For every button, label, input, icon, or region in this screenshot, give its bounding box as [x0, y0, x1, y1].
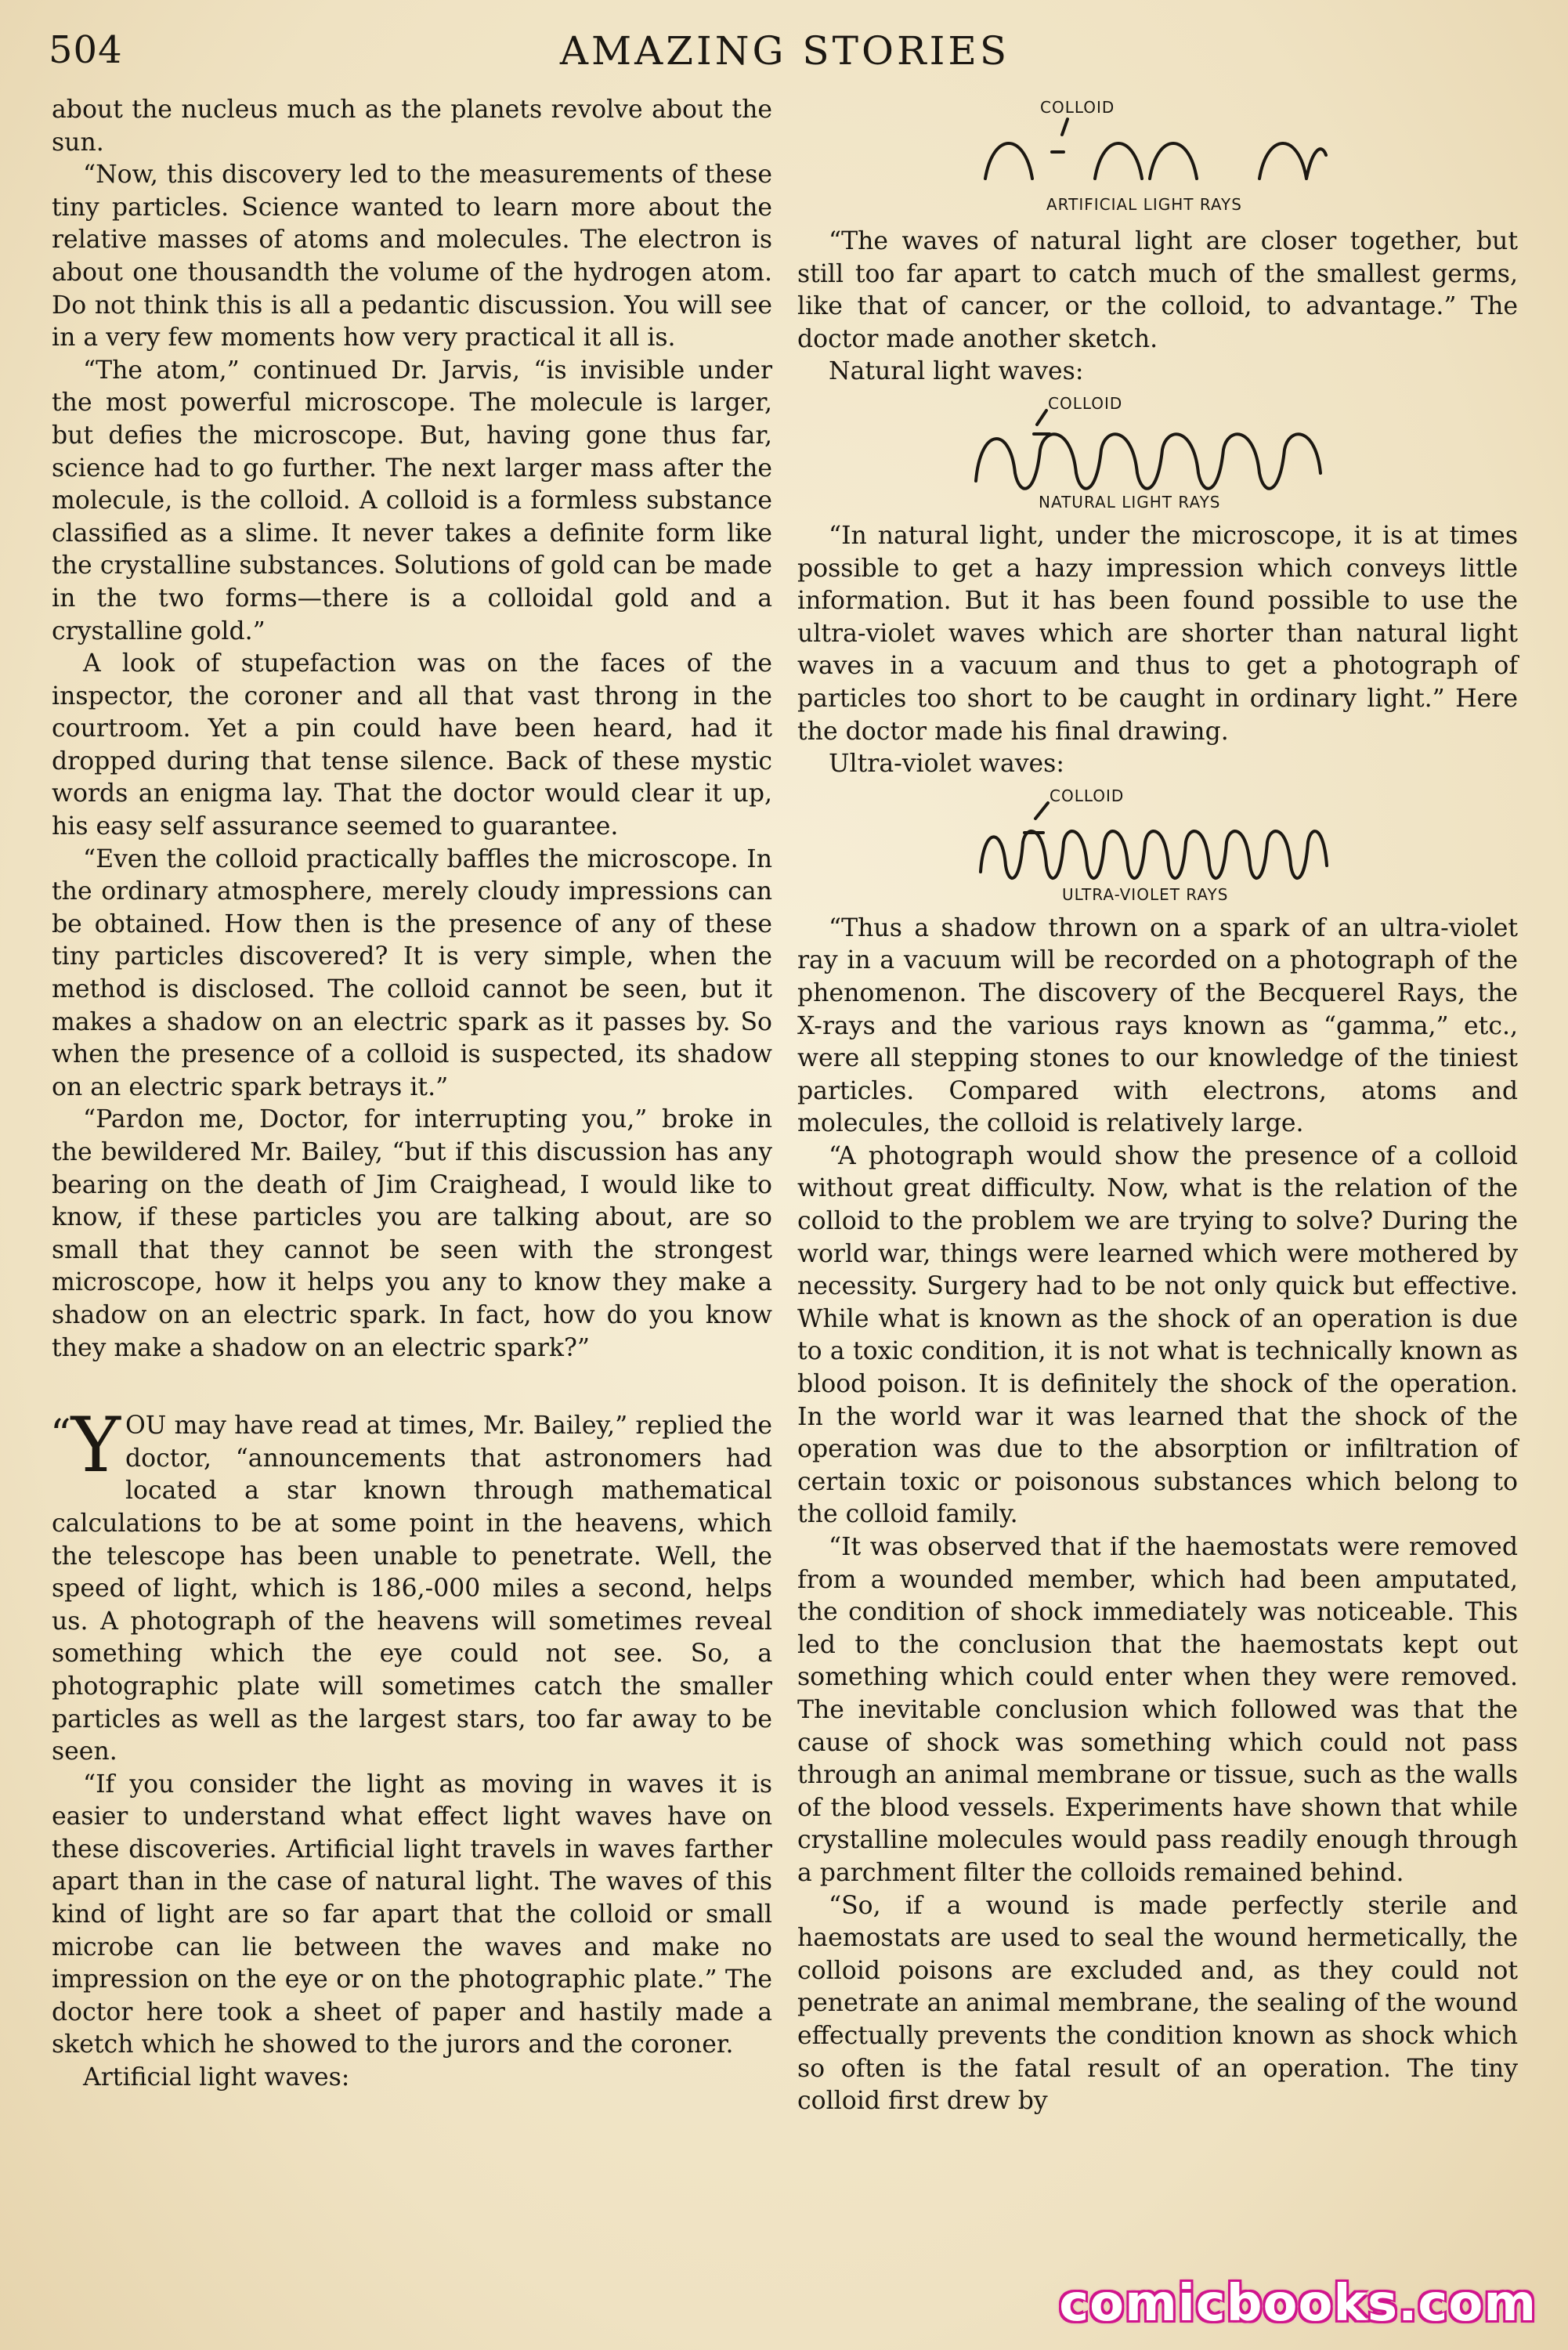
wave-line: [976, 434, 1321, 488]
paragraph: “Pardon me, Doctor, for interrupting you,” broke in the bewildered Mr. Bailey, “but if this discussion has any bearing on the death of Jim Craighead, I would like to know, if these particles you are talking about, are so small that they cannot be seen with the strongest microscope, how it helps you any to know they make a shadow on an electric spark. In fact, how do you know they make a shadow on an electric spark?”: [52, 1105, 772, 1362]
wave-line: [985, 143, 1326, 179]
site-watermark: comicbooks.com: [1059, 2275, 1537, 2333]
wave-caption: NATURAL LIGHT RAYS: [1039, 492, 1221, 512]
paragraph: “The waves of natural light are closer together, but still too far apart to catch much of the smallest germs, like that of cancer, or the colloid, to advantage.” The doctor made another sketch.: [797, 227, 1518, 353]
section-opening-paragraph: “Y OU may have read at times, Mr. Bailey,” replied the doctor, “announcements that astronomers had located a star known through mathematical calculations to be at some point in the heavens, which the telescope has been unable to penetrate. Well, the speed of light, which is 186,-000 miles a second, helps us. A photograph of the heavens will sometimes reveal something which the eye could not see. So, a photographic plate will sometimes catch the smaller particles as well as the largest stars, too far away to be seen.: [50, 1401, 772, 1766]
page-number: 504: [49, 28, 123, 72]
wave-caption: ARTIFICIAL LIGHT RAYS: [1046, 195, 1242, 214]
paragraph: “So, if a wound is made perfectly sterile and haemostats are used to seal the wound hermetically, the colloid poisons are excluded and, as they could not penetrate an animal membrane, the sealing of the wound effectually prevents the condition known as shock which so often is the fatal result of an operation. The tiny colloid first drew by: [797, 1891, 1518, 2116]
paragraph: “Thus a shadow thrown on a spark of an ultra-violet ray in a vacuum will be recorded on a photograph of the phenomenon. The discovery of the Becquerel Rays, the X-rays and the various rays known as “gamma,” etc., were all stepping stones to our knowledge of the tiniest particles. Compared with electrons, atoms and molecules, the colloid is relatively large.: [797, 913, 1518, 1138]
paragraph: “A photograph would show the presence of a colloid without great difficulty. Now, what is the relation of the colloid to the problem we are trying to solve? During the world war, things were learned which were mothered by necessity. Surgery had to be not only quick but effective. While what is known as the shock of an operation is due to a toxic condition, it is not what is technically known as blood poison. It is definitely the shock of the operation. In the world war it was learned that the shock of the operation was due to the absorption or infiltration of certain toxic or poisonous substances which belong to the colloid family.: [797, 1141, 1518, 1529]
paragraph: “In natural light, under the microscope, it is at times possible to get a hazy impression which conveys little information. But it has been found possible to use the ultra-violet waves which are shorter than natural light waves in a vacuum and thus to get a photograph of particles too short to be caught in ordinary light.” Here the doctor made his final drawing.: [797, 521, 1518, 746]
paragraph: “Now, this discovery led to the measurements of these tiny particles. Science wanted to learn more about the relative masses of atoms and molecules. The electron is about one thousandth the volume of the hydrogen atom. Do not think this is all a pedantic discussion. You will see in a very few moments how very practical it all is.: [52, 161, 772, 352]
paragraph: about the nucleus much as the planets revolve about the sun.: [52, 96, 772, 157]
magazine-title: AMAZING STORIES: [559, 28, 1010, 74]
paragraph: “If you consider the light as moving in waves it is easier to understand what effect light waves have on these discoveries. Artificial light travels in waves farther apart than in the case of natural light. The waves of this kind of light are so far apart that the colloid or small microbe can lie between the waves and make no impression on the eye or on the photographic plate.” The doctor here took a sheet of paper and hastily made a sketch which he showed to the jurors and the coroner.: [52, 1770, 772, 2059]
colloid-label: COLLOID: [1048, 394, 1123, 413]
wave-caption: ULTRA-VIOLET RAYS: [1062, 884, 1229, 904]
paragraph: Artificial light waves:: [83, 2063, 350, 2092]
colloid-pointer: [1037, 410, 1046, 425]
paragraph: “Even the colloid practically baffles the microscope. In the ordinary atmosphere, merely cloudy impressions can be obtained. How then is the presence of any of these tiny particles discovered? It is very simple, when the method is disclosed. The colloid cannot be seen, but it makes a shadow on an electric spark as it passes by. So when the presence of a colloid is suspected, its shadow on an electric spark betrays it.”: [52, 844, 772, 1101]
paragraph: Ultra-violet waves:: [829, 750, 1064, 779]
paragraph: “The atom,” continued Dr. Jarvis, “is invisible under the most powerful microscope. The molecule is larger, but defies the microscope. But, having gone thus far, science had to go further. The next larger mass after the molecule, is the colloid. A colloid is a formless substance classified as a slime. It never takes a definite form like the crystalline substances. Solutions of gold can be made in the two forms—there is a colloidal gold and a crystalline gold.”: [52, 356, 772, 645]
left-column: [52, 94, 772, 2095]
colloid-pointer: [1035, 803, 1048, 819]
colloid-label: COLLOID: [1050, 786, 1125, 805]
paragraph: “It was observed that if the haemostats were removed from a wounded member, which had been amputated, the condition of shock immediately was noticeable. This led to the conclusion that the haemostats kept out something which could enter when they were removed. The inevitable conclusion which followed was that the cause of shock was something which could not pass through an animal membrane or tissue, such as the walls of the blood vessels. Experiments have shown that while crystalline molecules would pass readily enough through a parchment filter the colloids remained behind.: [797, 1533, 1518, 1887]
page-header: [49, 28, 1521, 83]
paragraph: Natural light waves:: [829, 357, 1084, 386]
right-column: [797, 94, 1518, 2118]
artificial-light-rays-figure: [977, 100, 1338, 218]
ultra-violet-rays-figure: [962, 787, 1353, 905]
colloid-label: COLLOID: [1040, 100, 1115, 117]
natural-light-rays-figure: [962, 395, 1353, 512]
paragraph: A look of stupefaction was on the faces of the inspector, the coroner and all that vast throng in the courtroom. Yet a pin could have been heard, had it dropped during that tense silence. Back of these mystic words an enigma lay. That the doctor would clear it up, his easy self assurance seemed to guarantee.: [52, 649, 772, 841]
drop-cap: “Y: [50, 1401, 121, 1490]
wave-line: [981, 831, 1327, 878]
colloid-pointer: [1062, 119, 1068, 135]
